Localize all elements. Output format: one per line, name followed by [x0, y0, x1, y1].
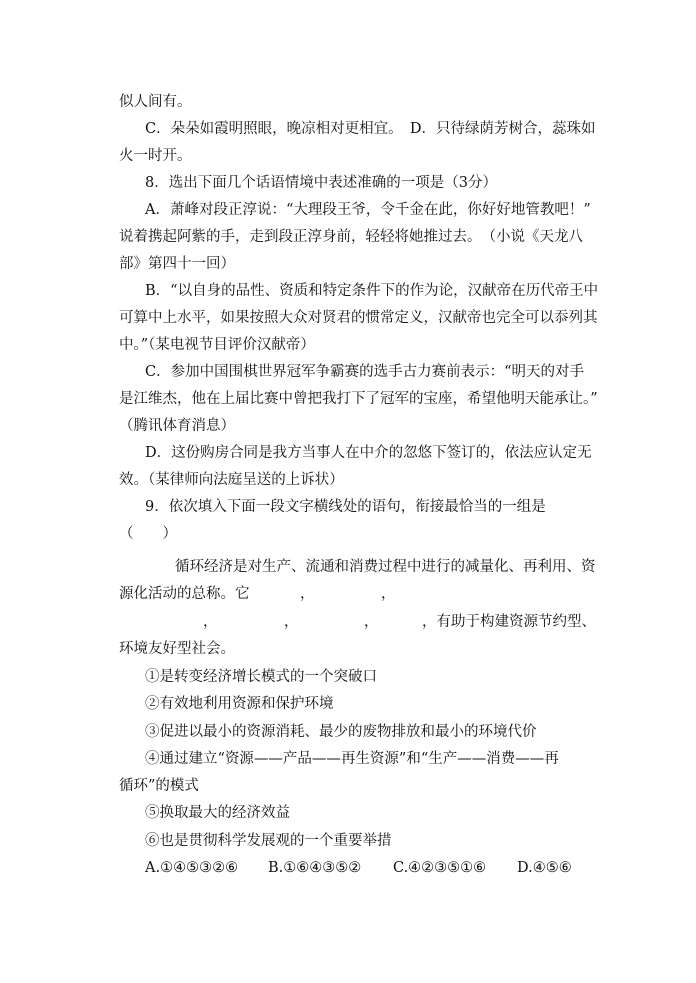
- text-line: 可算中上水平，如果按照大众对贤君的惯常定义，汉献帝也完全可以忝列其: [119, 310, 598, 326]
- choice-item-3: ③促进以最小的资源消耗、最少的废物排放和最小的环境代价: [145, 724, 537, 740]
- blank-separator: ，: [381, 586, 396, 602]
- blank-separator: ，: [364, 614, 379, 630]
- text-line: 说着携起阿紫的手，走到段正淳身前，轻轻将她推过去。 （小说《天龙八: [119, 229, 583, 245]
- text-line: 部》第四十一回）: [119, 256, 235, 272]
- answer-option-a: A.①④⑤③②⑥: [145, 860, 239, 876]
- choice-item-6: ⑥也是贯彻科学发展观的一个重要举措: [145, 833, 392, 849]
- text-line: 是江维杰，他在上届比赛中曾把我打下了冠军的宝座，希望他明天能承让。”: [119, 391, 598, 407]
- blank-separator: ，: [284, 614, 299, 630]
- passage-line: 源化活动的总称。它: [119, 586, 250, 602]
- answer-option-b: B.①⑥④③⑤②: [268, 860, 362, 876]
- question-8-title: 8．选出下面几个话语情境中表述准确的一项是（3分）: [145, 175, 497, 191]
- choice-item-1: ①是转变经济增长模式的一个突破口: [145, 669, 377, 685]
- choice-item-4-cont: 循环”的模式: [119, 778, 199, 794]
- answer-bracket: （ ）: [119, 526, 177, 542]
- text-line: 效。（某律师向法庭呈送的上诉状）: [119, 472, 344, 488]
- option-a-line: A．萧峰对段正淳说：“大理段王爷，令千金在此，你好好地管教吧！”: [145, 202, 591, 218]
- text-line: 中。”（某电视节目评价汉献帝）: [119, 337, 315, 353]
- answer-option-c: C.④②③⑤①⑥: [393, 860, 487, 876]
- option-c-line: C．朵朵如霞明照眼，晚凉相对更相宜。 D．只待绿荫芳树合，蕊珠如: [145, 121, 596, 137]
- answer-option-d: D.④⑤⑥: [517, 860, 572, 876]
- choice-item-4: ④通过建立“资源——产品——再生资源”和“生产——消费——再: [145, 751, 559, 767]
- choice-item-5: ⑤换取最大的经济效益: [145, 805, 290, 821]
- passage-line: 环境友好型社会。: [119, 641, 235, 657]
- passage-line: ，有助于构建资源节约型、: [422, 614, 596, 630]
- text-line: （腾讯体育消息）: [119, 418, 235, 434]
- option-b-line: B．“以自身的品性、资质和特定条件下的作为论，汉献帝在历代帝王中: [145, 283, 599, 299]
- text-line: 火一时开。: [119, 148, 192, 164]
- blank-separator: ，: [203, 614, 218, 630]
- text-line: 似人间有。: [119, 94, 192, 110]
- option-d-line: D．这份购房合同是我方当事人在中介的忽悠下签订的，依法应认定无: [145, 445, 592, 461]
- choice-item-2: ②有效地利用资源和保护环境: [145, 696, 334, 712]
- question-9-title: 9．依次填入下面一段文字横线处的语句，衔接最恰当的一组是: [145, 499, 546, 515]
- passage-line: 循环经济是对生产、流通和消费过程中进行的减量化、再利用、资: [175, 559, 596, 575]
- blank-separator: ，: [300, 586, 315, 602]
- option-c-line: C．参加中国围棋世界冠军争霸赛的选手古力赛前表示：“明天的对手: [145, 364, 585, 380]
